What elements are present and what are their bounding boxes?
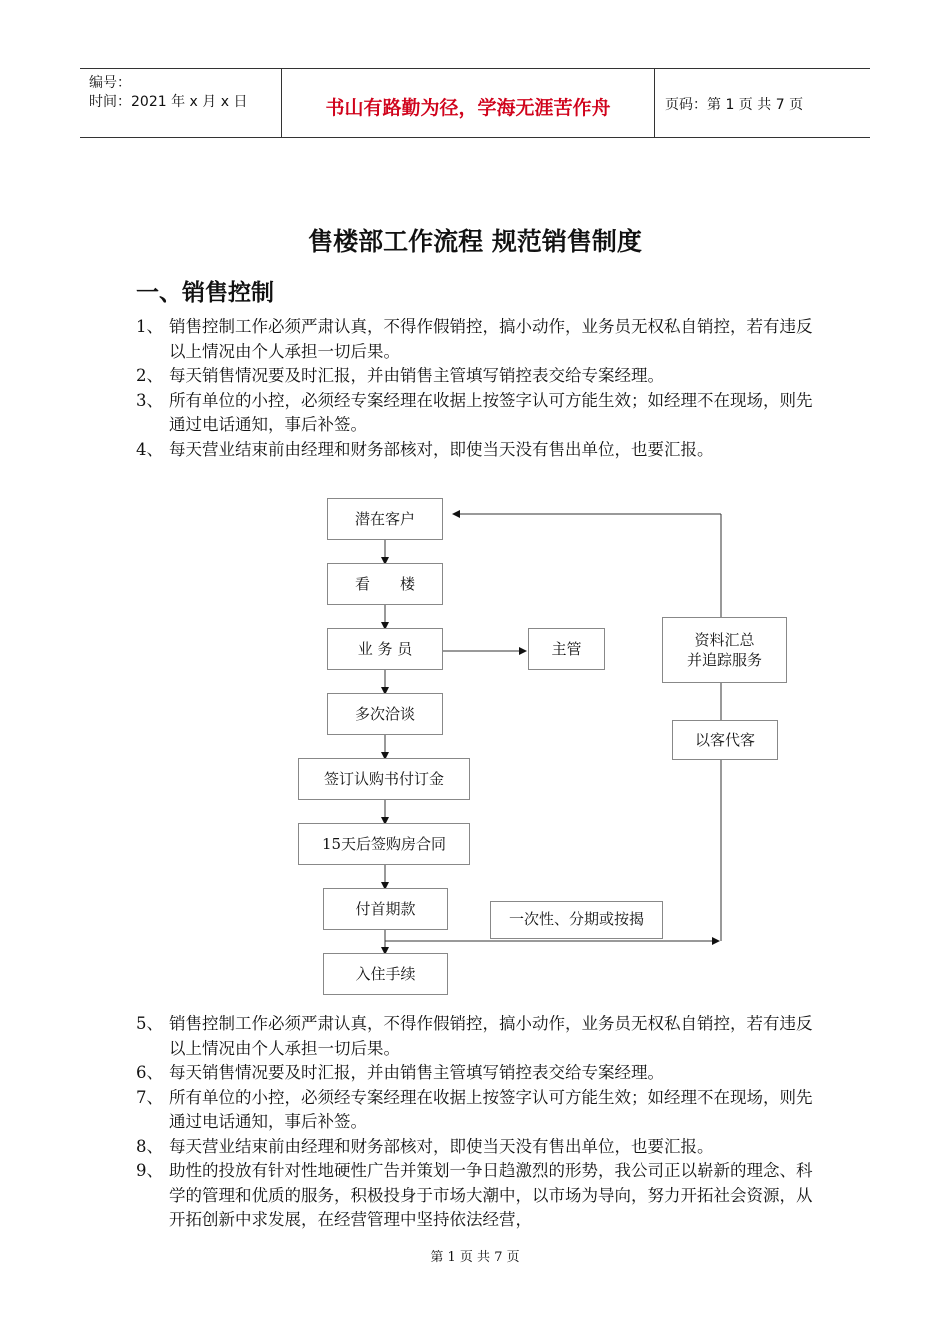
list-item: 1、 销售控制工作必须严肃认真，不得作假销控，搞小动作，业务员无权私自销控，若有违反以上情况由个人承担一切后果。 [136, 317, 813, 361]
data-summary-box: 资料汇总 并追踪服务 [662, 617, 787, 683]
list-item: 3、 所有单位的小控，必须经专案经理在收据上按签字认可方能生效；如经理不在现场，则先通过电话通知，事后补签。 [136, 390, 813, 434]
step-sign-contract: 15天后签购房合同 [298, 823, 470, 865]
list-item: 6、 每天销售情况要及时汇报，并由销售主管填写销控表交给专案经理。 [136, 1063, 664, 1082]
list-item: 9、 助性的投放有针对性地硬性广告并策划一争日趋激烈的形势，我公司正以崭新的理念、科学的管理和优质的服务，积极投身于市场大潮中，以市场为导向，努力开拓社会资源，从开拓创新中求发展，在经营管理中坚持依法经营， [136, 1161, 813, 1229]
page-footer: 第 1 页 共 7 页 [430, 1250, 520, 1265]
step-down-payment: 付首期款 [323, 888, 448, 930]
rules-list-bottom [136, 1012, 826, 1233]
section-heading: 一、销售控制 [136, 280, 274, 306]
time-label: 时间：2021 年 x 月 x 日 [89, 94, 248, 110]
supervisor-box: 主管 [528, 628, 605, 670]
list-item: 7、 所有单位的小控，必须经专案经理在收据上按签字认可方能生效；如经理不在现场，则先通过电话通知，事后补签。 [136, 1087, 813, 1131]
motto: 书山有路勤为径，学海无涯苦作舟 [325, 97, 611, 119]
step-negotiation: 多次洽谈 [327, 693, 443, 735]
step-sign-subscription: 签订认购书付订金 [298, 758, 470, 800]
payment-method-box: 一次性、分期或按揭 [490, 901, 663, 939]
step-potential-customer: 潜在客户 [327, 498, 443, 540]
step-move-in: 入住手续 [323, 953, 448, 995]
referral-box: 以客代客 [672, 720, 778, 760]
step-salesperson: 业 务 员 [327, 628, 443, 670]
list-item: 8、 每天营业结束前由经理和财务部核对，即使当天没有售出单位，也要汇报。 [136, 1136, 714, 1156]
document-title: 售楼部工作流程 规范销售制度 [308, 227, 642, 256]
number-label: 编号： [89, 75, 131, 91]
list-item: 2、 每天销售情况要及时汇报，并由销售主管填写销控表交给专案经理。 [136, 366, 664, 385]
step-viewing: 看 楼 [327, 563, 443, 605]
list-item: 4、 每天营业结束前由经理和财务部核对，即使当天没有售出单位，也要汇报。 [136, 439, 714, 459]
page-info: 页码：第 1 页 共 7 页 [665, 97, 804, 113]
list-item: 5、 销售控制工作必须严肃认真，不得作假销控，搞小动作，业务员无权私自销控，若有违反以上情况由个人承担一切后果。 [136, 1014, 813, 1058]
